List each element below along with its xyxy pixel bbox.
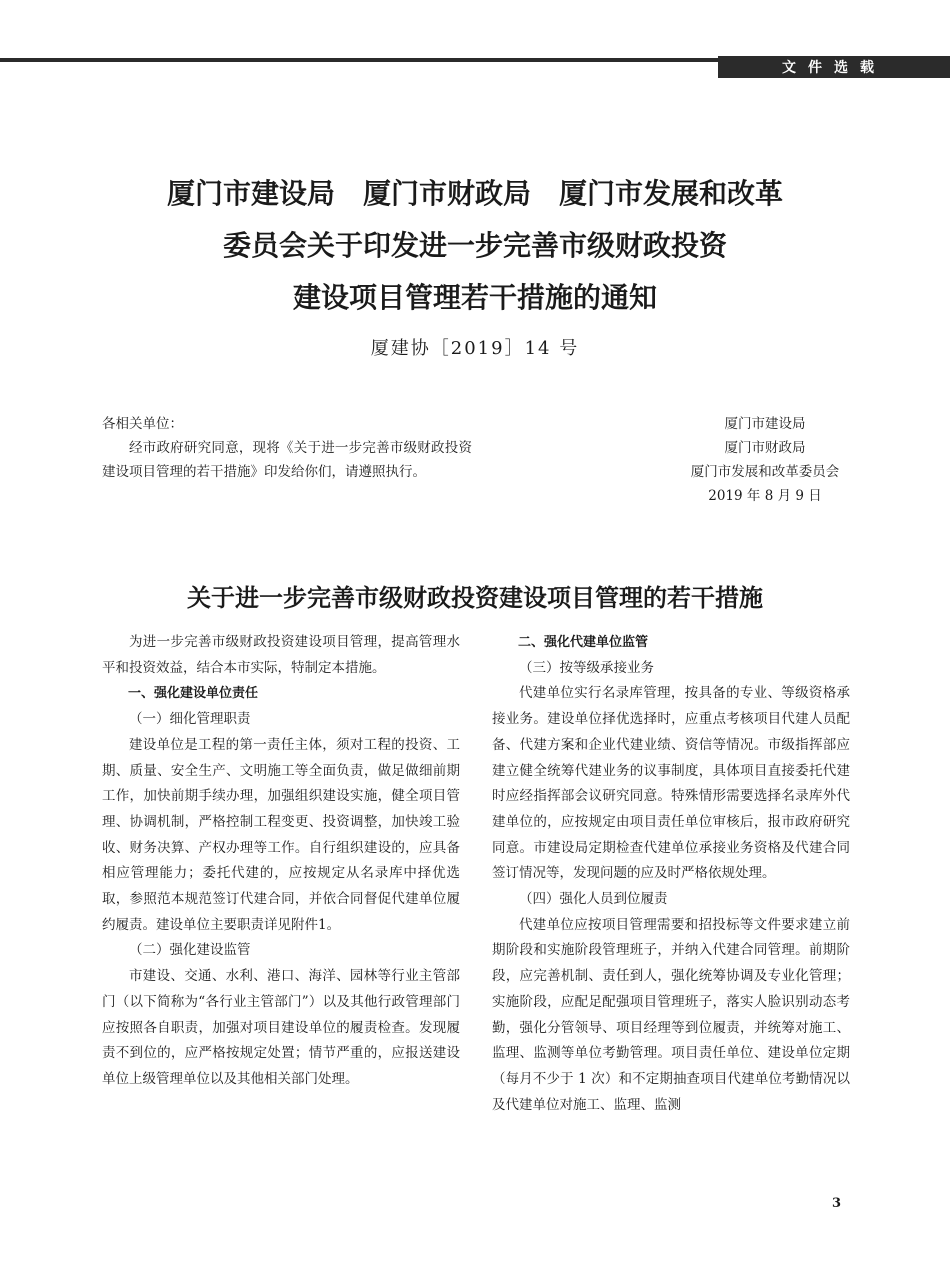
section-heading-2: 二、强化代建单位监管 [518, 635, 649, 650]
page-number: 3 [832, 1196, 842, 1211]
section-label: 文件选载 [718, 56, 950, 78]
subsection-heading-3: （三）按等级承接业务 [519, 659, 654, 676]
paragraph-3: 代建单位实行名录库管理，按具备的专业、等级资格承接业务。建设单位择优选择时，应重点考核项目代建人员配备、代建方案和企业代建业绩、资信等情况。市级指挥部应建立健全统筹代建业务的议事制度，具体项目直接委托代建时应经指挥部会议研究同意。特殊情形需要选择名录库外代建单位的，应按规定由项目责任单位审核后，报市政府研究同意。市建设局定期检查代建单位承接业务资格及代建合同签订情况等，发现问题的应及时严格依规处理。 [492, 685, 850, 882]
intro-paragraph: 为进一步完善市级财政投资建设项目管理，提高管理水平和投资效益，结合本市实际，特制定本措施。 [102, 634, 460, 676]
header-rule [0, 58, 718, 62]
title-line-2: 委员会关于印发进一步完善市级财政投资 [222, 229, 727, 262]
subsection-heading-2: （二）强化建设监管 [129, 942, 251, 959]
document-title [60, 168, 890, 324]
measures-title: 关于进一步完善市级财政投资建设项目管理的若干措施 [187, 583, 763, 612]
issuer-3: 厦门市发展和改革委员会 [690, 464, 840, 480]
title-line-3: 建设项目管理若干措施的通知 [292, 281, 657, 314]
notice-body: 经市政府研究同意，现将《关于进一步完善市级财政投资建设项目管理的若干措施》印发给你们，请遵照执行。 [102, 440, 472, 480]
paragraph-1: 建设单位是工程的第一责任主体，须对工程的投资、工期、质量、安全生产、文明施工等全面负责，做足做细前期工作，加快前期手续办理，加强组织建设实施，健全项目管理、协调机制，严格控制工程变更、投资调整，加快竣工验收、财务决算、产权办理等工作。自行组织建设的，应具备相应管理能力；委托代建的，应按规定从名录库中择优选取，参照范本规范签订代建合同，并依合同督促代建单位履约履责。建设单位主要职责详见附件1。 [102, 736, 460, 933]
title-line-1: 厦门市建设局 厦门市财政局 厦门市发展和改革 [166, 177, 783, 210]
issuer-2: 厦门市财政局 [724, 440, 806, 456]
right-column [492, 630, 850, 1118]
paragraph-4: 代建单位应按项目管理需要和招投标等文件要求建立前期阶段和实施阶段管理班子，并纳入代建合同管理。前期阶段，应完善机制、责任到人，强化统筹协调及专业化管理；实施阶段，应配足配强项目管理班子，落实人脸识别动态考勤，强化分管领导、项目经理等到位履责，并统筹对施工、监理、监测等单位考勤管理。项目责任单位、建设单位定期（每月不少于 1 次）和不定期抽查项目代建单位考勤情况以及代建单位对施工、监理、监测 [492, 916, 850, 1113]
paragraph-2: 市建设、交通、水利、港口、海洋、园林等行业主管部门（以下简称为“各行业主管部门”）以及其他行政管理部门应按照各自职责，加强对项目建设单位的履责检查。发现履责不到位的，应严格按规定处置；情节严重的，应报送建设单位上级管理单位以及其他相关部门处理。 [102, 968, 460, 1087]
issuer-1: 厦门市建设局 [724, 416, 806, 432]
subsection-heading-1: （一）细化管理职责 [129, 711, 251, 728]
section-heading-1: 一、强化建设单位责任 [128, 686, 259, 702]
left-column [102, 630, 460, 1093]
document-number: 厦建协［2019］14 号 [370, 338, 580, 359]
subsection-heading-4: （四）强化人员到位履责 [519, 891, 668, 908]
issuers-block [640, 412, 890, 508]
recipients-block [102, 412, 472, 484]
salutation: 各相关单位： [102, 416, 183, 432]
issue-date: 2019 年 8 月 9 日 [708, 488, 822, 504]
